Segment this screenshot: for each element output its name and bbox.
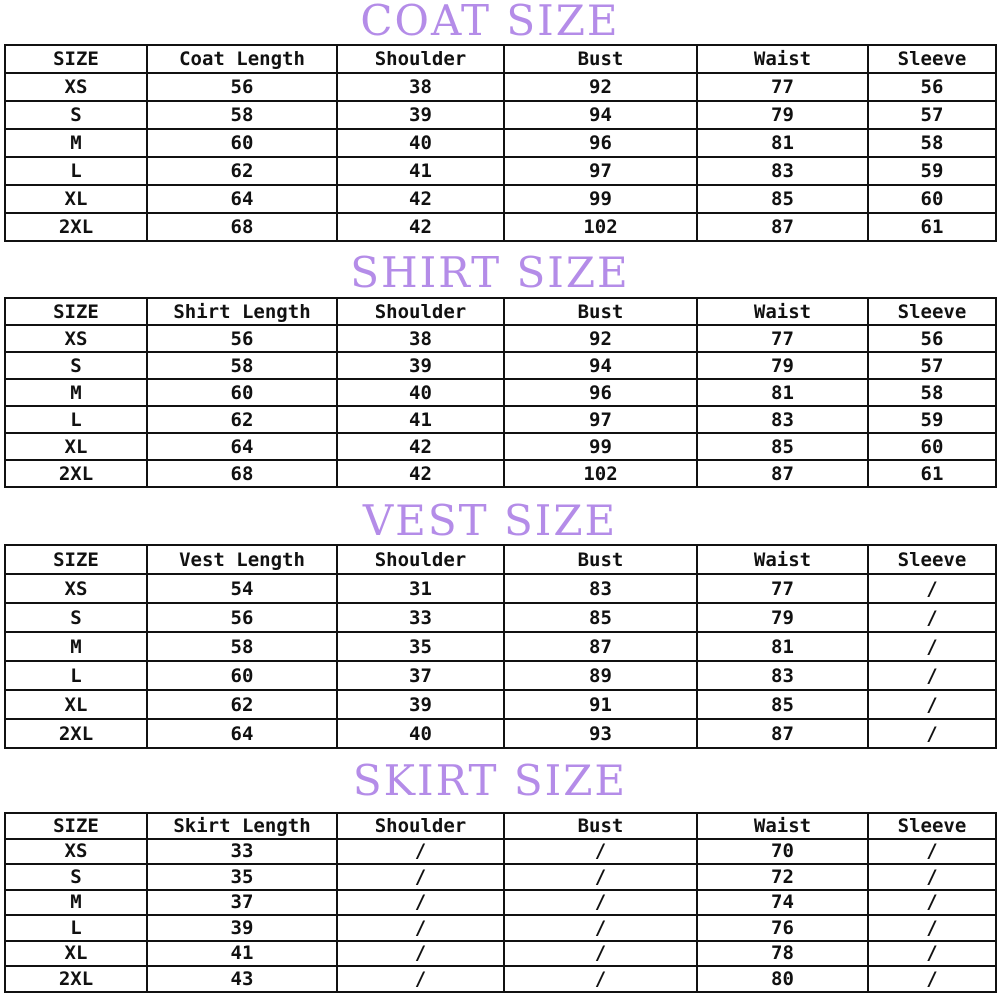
table-cell: 97	[504, 157, 697, 185]
table-row	[5, 157, 996, 185]
table-cell: 58	[147, 632, 337, 661]
table-cell: 35	[147, 864, 337, 890]
table-cell: 83	[697, 661, 868, 690]
table-row	[5, 129, 996, 157]
table-cell: 57	[868, 352, 996, 379]
vest-size-table	[4, 544, 997, 749]
table-cell: 42	[337, 213, 504, 241]
table-cell: XS	[5, 73, 147, 101]
table-cell: XL	[5, 433, 147, 460]
table-cell: /	[868, 719, 996, 748]
table-cell: 56	[868, 325, 996, 352]
header-cell: Sleeve	[868, 298, 996, 325]
table-cell: /	[868, 966, 996, 992]
table-cell: L	[5, 915, 147, 941]
table-cell: 87	[504, 632, 697, 661]
table-cell: 93	[504, 719, 697, 748]
table-cell: /	[868, 890, 996, 916]
table-cell: /	[504, 864, 697, 890]
table-cell: 91	[504, 690, 697, 719]
header-cell: Sleeve	[868, 545, 996, 574]
table-row	[5, 325, 996, 352]
table-cell: XS	[5, 325, 147, 352]
table-cell: 31	[337, 574, 504, 603]
table-row	[5, 574, 996, 603]
table-row	[5, 213, 996, 241]
table-cell: 40	[337, 379, 504, 406]
table-cell: 40	[337, 719, 504, 748]
table-cell: /	[868, 603, 996, 632]
table-row	[5, 603, 996, 632]
table-row	[5, 864, 996, 890]
table-cell: 41	[337, 406, 504, 433]
table-header-row	[5, 298, 996, 325]
table-cell: 57	[868, 101, 996, 129]
table-cell: 102	[504, 213, 697, 241]
table-cell: 37	[337, 661, 504, 690]
table-cell: 38	[337, 73, 504, 101]
header-cell: Shoulder	[337, 545, 504, 574]
table-cell: S	[5, 352, 147, 379]
table-row	[5, 966, 996, 992]
table-cell: 85	[504, 603, 697, 632]
table-cell: M	[5, 379, 147, 406]
table-cell: /	[337, 890, 504, 916]
table-cell: 89	[504, 661, 697, 690]
table-cell: 81	[697, 632, 868, 661]
table-cell: 60	[868, 185, 996, 213]
table-cell: 92	[504, 325, 697, 352]
header-cell: SIZE	[5, 545, 147, 574]
table-row	[5, 719, 996, 748]
table-cell: 2XL	[5, 460, 147, 487]
table-cell: 40	[337, 129, 504, 157]
table-cell: XS	[5, 574, 147, 603]
table-cell: 85	[697, 690, 868, 719]
table-cell: 72	[697, 864, 868, 890]
table-cell: 2XL	[5, 966, 147, 992]
table-cell: 77	[697, 574, 868, 603]
table-cell: 83	[697, 157, 868, 185]
header-cell: Waist	[697, 813, 868, 839]
table-cell: 96	[504, 129, 697, 157]
table-cell: 33	[337, 603, 504, 632]
header-cell: Shirt Length	[147, 298, 337, 325]
table-cell: 64	[147, 433, 337, 460]
table-cell: 78	[697, 941, 868, 967]
table-cell: /	[337, 864, 504, 890]
table-row	[5, 406, 996, 433]
table-cell: 2XL	[5, 213, 147, 241]
header-cell: Skirt Length	[147, 813, 337, 839]
table-cell: /	[504, 915, 697, 941]
table-cell: 99	[504, 185, 697, 213]
table-cell: S	[5, 603, 147, 632]
table-cell: 42	[337, 433, 504, 460]
table-cell: XL	[5, 690, 147, 719]
table-cell: 64	[147, 719, 337, 748]
table-cell: M	[5, 129, 147, 157]
table-cell: XL	[5, 185, 147, 213]
table-cell: 35	[337, 632, 504, 661]
table-cell: 83	[697, 406, 868, 433]
table-cell: /	[868, 690, 996, 719]
table-cell: 42	[337, 460, 504, 487]
table-cell: 87	[697, 460, 868, 487]
table-cell: 61	[868, 460, 996, 487]
table-cell: /	[337, 966, 504, 992]
table-cell: 87	[697, 719, 868, 748]
table-cell: XS	[5, 839, 147, 865]
table-cell: 60	[147, 129, 337, 157]
header-cell: Coat Length	[147, 45, 337, 73]
table-cell: 43	[147, 966, 337, 992]
table-cell: 41	[337, 157, 504, 185]
table-cell: 62	[147, 157, 337, 185]
table-row	[5, 941, 996, 967]
table-cell: /	[868, 839, 996, 865]
table-cell: 62	[147, 406, 337, 433]
table-row	[5, 352, 996, 379]
table-cell: /	[337, 915, 504, 941]
table-cell: 83	[504, 574, 697, 603]
table-cell: 70	[697, 839, 868, 865]
table-cell: 64	[147, 185, 337, 213]
table-cell: L	[5, 406, 147, 433]
table-cell: 59	[868, 406, 996, 433]
table-cell: 56	[868, 73, 996, 101]
coat-size-table	[4, 44, 997, 242]
table-cell: 68	[147, 460, 337, 487]
table-cell: /	[868, 661, 996, 690]
table-cell: 58	[147, 101, 337, 129]
table-cell: 77	[697, 73, 868, 101]
table-cell: 76	[697, 915, 868, 941]
table-cell: 39	[337, 690, 504, 719]
header-cell: Shoulder	[337, 298, 504, 325]
table-cell: /	[337, 941, 504, 967]
header-cell: Bust	[504, 45, 697, 73]
header-cell: Shoulder	[337, 45, 504, 73]
table-cell: /	[337, 839, 504, 865]
table-cell: 102	[504, 460, 697, 487]
header-cell: Waist	[697, 298, 868, 325]
table-row	[5, 839, 996, 865]
table-cell: 39	[147, 915, 337, 941]
table-cell: 58	[147, 352, 337, 379]
table-row	[5, 185, 996, 213]
header-cell: SIZE	[5, 45, 147, 73]
table-cell: 80	[697, 966, 868, 992]
table-cell: /	[504, 890, 697, 916]
table-row	[5, 101, 996, 129]
table-header-row	[5, 45, 996, 73]
table-cell: 62	[147, 690, 337, 719]
table-cell: /	[504, 966, 697, 992]
table-cell: L	[5, 661, 147, 690]
table-row	[5, 379, 996, 406]
table-row	[5, 661, 996, 690]
table-cell: 60	[868, 433, 996, 460]
table-cell: /	[868, 941, 996, 967]
table-cell: 56	[147, 73, 337, 101]
table-cell: S	[5, 101, 147, 129]
table-cell: /	[504, 839, 697, 865]
table-cell: 42	[337, 185, 504, 213]
table-cell: 37	[147, 890, 337, 916]
table-cell: 2XL	[5, 719, 147, 748]
table-cell: M	[5, 890, 147, 916]
table-row	[5, 690, 996, 719]
header-cell: Bust	[504, 813, 697, 839]
table-cell: 33	[147, 839, 337, 865]
header-cell: Waist	[697, 545, 868, 574]
table-cell: 68	[147, 213, 337, 241]
table-cell: /	[504, 941, 697, 967]
table-cell: 58	[868, 379, 996, 406]
table-cell: 99	[504, 433, 697, 460]
table-cell: M	[5, 632, 147, 661]
vest-size-title: VEST SIZE	[362, 496, 618, 545]
shirt-size-title: SHIRT SIZE	[350, 248, 630, 297]
table-cell: /	[868, 915, 996, 941]
table-cell: 94	[504, 352, 697, 379]
coat-size-title: COAT SIZE	[360, 0, 620, 45]
header-cell: Vest Length	[147, 545, 337, 574]
table-cell: /	[868, 864, 996, 890]
table-cell: S	[5, 864, 147, 890]
table-cell: 38	[337, 325, 504, 352]
table-cell: 79	[697, 603, 868, 632]
table-cell: 58	[868, 129, 996, 157]
skirt-size-title: SKIRT SIZE	[352, 756, 628, 805]
table-cell: 85	[697, 185, 868, 213]
table-row	[5, 460, 996, 487]
table-cell: 56	[147, 325, 337, 352]
header-cell: SIZE	[5, 813, 147, 839]
header-cell: Bust	[504, 545, 697, 574]
table-cell: 85	[697, 433, 868, 460]
table-cell: /	[868, 632, 996, 661]
table-cell: 96	[504, 379, 697, 406]
table-header-row	[5, 545, 996, 574]
table-cell: 81	[697, 129, 868, 157]
header-cell: Waist	[697, 45, 868, 73]
header-cell: Shoulder	[337, 813, 504, 839]
table-cell: 81	[697, 379, 868, 406]
table-row	[5, 890, 996, 916]
table-cell: /	[868, 574, 996, 603]
table-row	[5, 915, 996, 941]
table-cell: 77	[697, 325, 868, 352]
table-cell: 87	[697, 213, 868, 241]
table-cell: 54	[147, 574, 337, 603]
table-cell: 60	[147, 379, 337, 406]
header-cell: Bust	[504, 298, 697, 325]
table-cell: 56	[147, 603, 337, 632]
table-cell: XL	[5, 941, 147, 967]
header-cell: SIZE	[5, 298, 147, 325]
table-row	[5, 433, 996, 460]
table-cell: 60	[147, 661, 337, 690]
table-cell: 79	[697, 101, 868, 129]
table-cell: 92	[504, 73, 697, 101]
header-cell: Sleeve	[868, 813, 996, 839]
table-cell: 94	[504, 101, 697, 129]
table-cell: 97	[504, 406, 697, 433]
table-cell: 39	[337, 352, 504, 379]
shirt-size-table	[4, 297, 997, 488]
table-cell: L	[5, 157, 147, 185]
table-cell: 74	[697, 890, 868, 916]
table-cell: 39	[337, 101, 504, 129]
table-cell: 61	[868, 213, 996, 241]
table-cell: 41	[147, 941, 337, 967]
table-cell: 59	[868, 157, 996, 185]
table-row	[5, 632, 996, 661]
skirt-size-table	[4, 812, 997, 993]
table-header-row	[5, 813, 996, 839]
table-row	[5, 73, 996, 101]
header-cell: Sleeve	[868, 45, 996, 73]
table-cell: 79	[697, 352, 868, 379]
